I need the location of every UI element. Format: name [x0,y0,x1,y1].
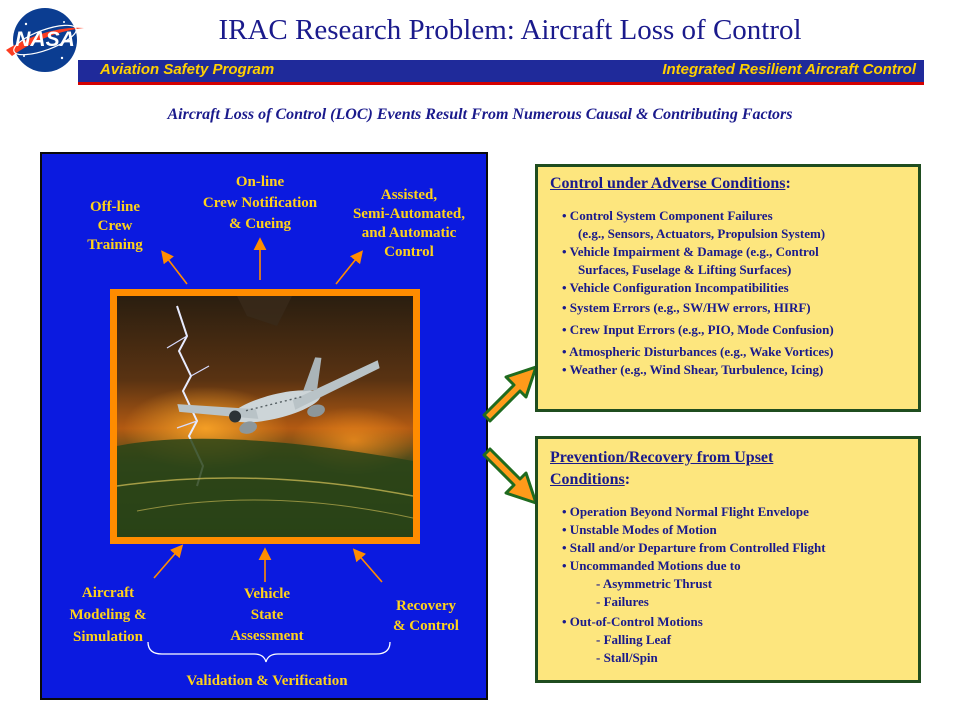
upset-prevention-title: Prevention/Recovery from Upset Conditions: [550,449,774,488]
arrow-from-recovery [356,552,382,582]
validation-verification-label: Validation & Verification [186,673,348,689]
list-item: • Operation Beyond Normal Flight Envelope [562,504,809,519]
loc-diagram-panel [40,152,488,700]
subtitle: Aircraft Loss of Control (LOC) Events Result From Numerous Causal & Contributing Factors [167,106,793,123]
list-item: • Control System Component Failures [562,208,773,223]
down-right-arrow-icon [484,449,536,503]
airplane-in-storm-icon [117,296,413,537]
banner-left-text: Aviation Safety Program [100,61,275,78]
adverse-conditions-list [562,207,834,379]
adverse-conditions-box [535,164,921,412]
list-item: • Weather (e.g., Wind Shear, Turbulence, Icing) [562,362,824,377]
online-crew-notification-label: On-line Crew Notification & Cueing [202,174,318,232]
aircraft-modeling-label: Aircraft Modeling & Simulation [69,585,147,645]
banner-right-text: Integrated Resilient Aircraft Control [662,61,916,78]
arrow-from-modeling [154,548,180,578]
nasa-logo [4,6,86,74]
list-item: (e.g., Sensors, Actuators, Propulsion System) [578,226,826,241]
list-item: • Vehicle Configuration Incompatibilities [562,280,789,295]
recovery-control-label: Recovery & Control [393,598,459,634]
list-item: Surfaces, Fuselage & Lifting Surfaces) [578,262,792,277]
list-item: - Asymmetric Thrust [596,576,713,591]
list-item: • Unstable Modes of Motion [562,522,717,537]
list-item: - Stall/Spin [596,650,658,665]
list-item: - Falling Leaf [596,632,672,647]
list-item: • Out-of-Control Motions [562,614,703,629]
list-item: - Failures [596,594,649,609]
offline-crew-training-label: Off-line Crew Training [87,199,143,253]
adverse-conditions-title: Control under Adverse Conditions: [550,175,791,192]
nasa-logo-text: NASA [15,28,75,51]
automatic-control-label: Assisted, Semi-Automated, and Automatic Control [352,187,466,260]
upset-prevention-list [562,503,826,667]
page-title: IRAC Research Problem: Aircraft Loss of Control [218,14,802,46]
vehicle-state-assessment-label: Vehicle State Assessment [230,586,304,644]
list-item: • Crew Input Errors (e.g., PIO, Mode Confusion) [562,322,834,337]
list-item: • System Errors (e.g., SW/HW errors, HIRF) [562,300,811,315]
up-right-arrow-icon [484,367,536,421]
list-item: • Stall and/or Departure from Controlled Flight [562,540,826,555]
program-banner [78,60,924,85]
arrow-to-offline [164,254,187,284]
arrow-to-automatic [336,254,360,284]
list-item: • Vehicle Impairment & Damage (e.g., Control [562,244,819,259]
upset-prevention-box [535,436,921,683]
list-item: • Uncommanded Motions due to [562,558,741,573]
list-item: • Atmospheric Disturbances (e.g., Wake Vortices) [562,344,834,359]
aircraft-storm-image [110,289,420,544]
